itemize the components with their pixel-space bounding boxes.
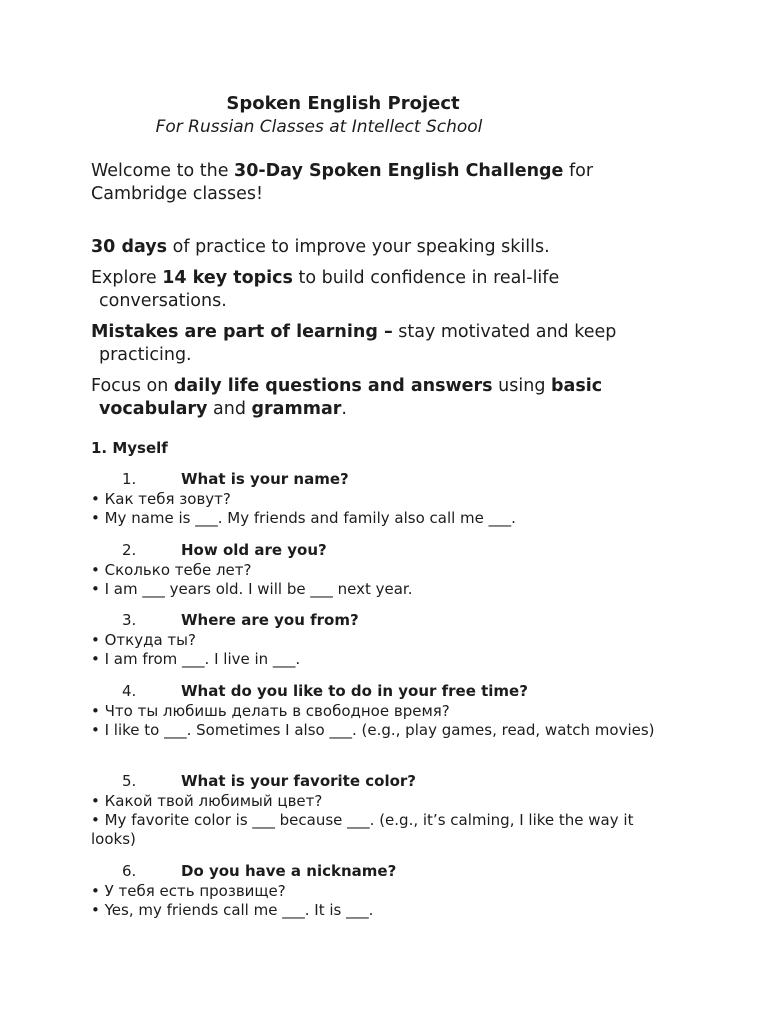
question-russian: • Как тебя зовут?	[91, 490, 231, 508]
days-paragraph	[91, 236, 691, 259]
document-title: Spoken English Project	[226, 93, 460, 114]
focus-bold-3: vocabulary	[99, 399, 208, 419]
question-text: Do you have a nickname?	[181, 862, 397, 880]
mistakes-bold: Mistakes are part of learning –	[91, 322, 393, 342]
question-text: What is your name?	[181, 470, 349, 488]
question-block	[91, 541, 681, 599]
question-text: What do you like to do in your free time?	[181, 682, 528, 700]
question-number: 2.	[122, 541, 137, 559]
answer-template: • My favorite color is ___ because ___. (e.g., it’s calming, I like the way it looks)	[91, 811, 634, 848]
question-russian: • Какой твой любимый цвет?	[91, 792, 323, 810]
answer-template: • My name is ___. My friends and family also call me ___.	[91, 509, 516, 527]
question-russian: • Сколько тебе лет?	[91, 561, 252, 579]
days-text: of practice to improve your speaking skills.	[167, 237, 550, 257]
focus-text-4: .	[341, 399, 347, 419]
question-number: 6.	[122, 862, 137, 880]
topics-text-2: to build confidence in real-life	[292, 268, 560, 288]
topics-bold: 14 key topics	[162, 268, 293, 288]
focus-paragraph	[91, 375, 691, 421]
question-number: 1.	[122, 470, 137, 488]
answer-template: • Yes, my friends call me ___. It is ___.	[91, 901, 374, 919]
question-block	[91, 470, 681, 528]
question-block	[91, 682, 681, 740]
focus-text-3: and	[207, 399, 252, 419]
question-text: What is your favorite color?	[181, 772, 416, 790]
question-block	[91, 611, 681, 669]
topics-paragraph	[91, 267, 691, 313]
focus-text-1: Focus on	[91, 376, 174, 396]
days-bold: 30 days	[91, 237, 168, 257]
question-block	[91, 862, 681, 920]
question-number: 4.	[122, 682, 137, 700]
question-russian: • У тебя есть прозвище?	[91, 882, 286, 900]
question-russian: • Откуда ты?	[91, 631, 196, 649]
intro-challenge-name: 30-Day Spoken English Challenge	[234, 161, 564, 181]
question-text: How old are you?	[181, 541, 327, 559]
question-text: Where are you from?	[181, 611, 359, 629]
answer-template: • I am ___ years old. I will be ___ next year.	[91, 580, 413, 598]
section-heading: 1. Myself	[91, 439, 168, 457]
mistakes-text-2: practicing.	[99, 345, 192, 365]
answer-template: • I like to ___. Sometimes I also ___. (e.g., play games, read, watch movies)	[91, 721, 655, 739]
question-number: 3.	[122, 611, 137, 629]
question-block	[91, 772, 681, 849]
question-russian: • Что ты любишь делать в свободное время?	[91, 702, 450, 720]
focus-bold-2: basic	[551, 376, 603, 396]
intro-text-2: for Cambridge classes!	[91, 161, 594, 204]
intro-text-1: Welcome to the	[91, 161, 235, 181]
topics-text-3: conversations.	[99, 291, 227, 311]
topics-text-1: Explore	[91, 268, 163, 288]
focus-bold-1: daily life questions and answers	[173, 376, 493, 396]
document-subtitle: For Russian Classes at Intellect School	[155, 117, 483, 137]
focus-bold-4: grammar	[251, 399, 342, 419]
answer-template: • I am from ___. I live in ___.	[91, 650, 301, 668]
mistakes-text-1: stay motivated and keep	[392, 322, 617, 342]
mistakes-paragraph	[91, 321, 691, 367]
focus-text-2: using	[492, 376, 551, 396]
intro-paragraph	[91, 160, 691, 206]
question-number: 5.	[122, 772, 137, 790]
